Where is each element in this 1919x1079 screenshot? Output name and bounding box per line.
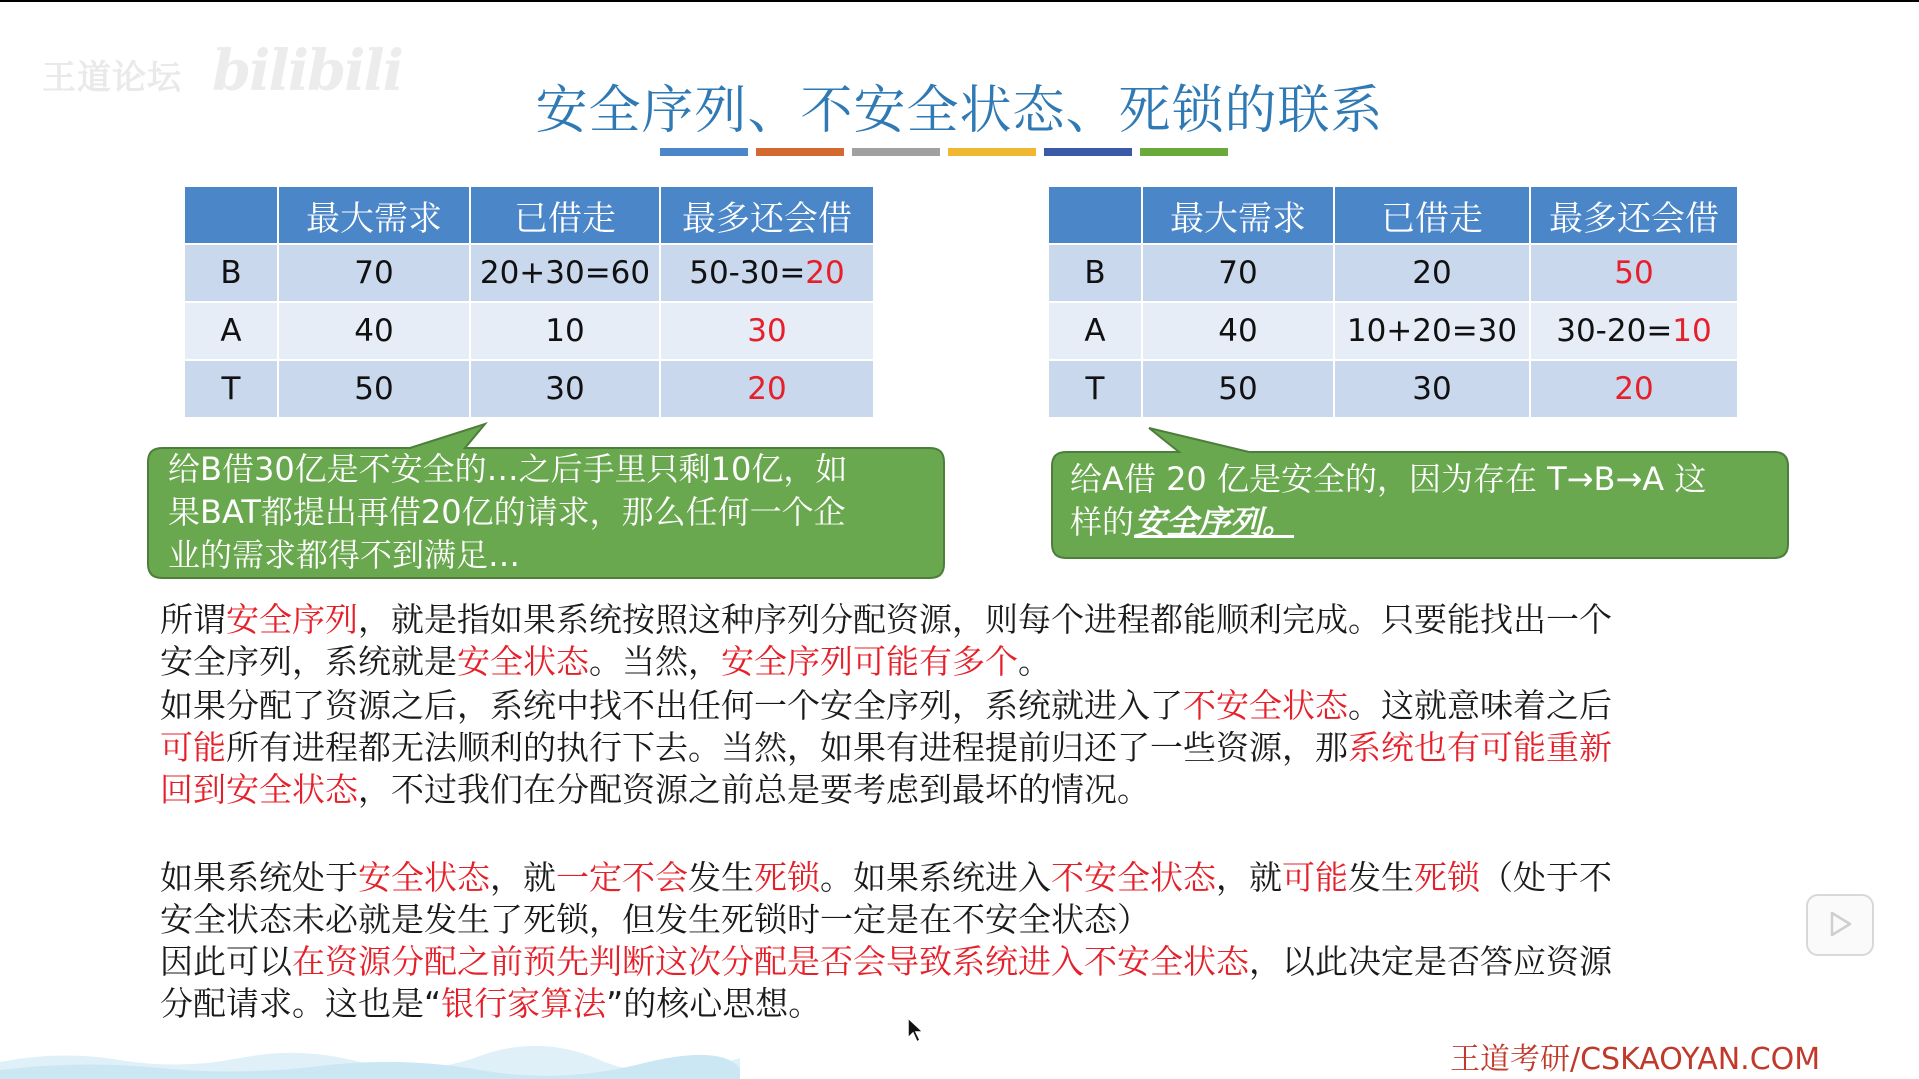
right-loan-table [1047, 185, 1739, 419]
text-span: 发生 [1348, 858, 1414, 897]
text-span: 。当然， [589, 642, 721, 681]
borrowed: 30 [470, 360, 660, 418]
remaining-prefix: 30-20= [1556, 313, 1673, 349]
highlight-span: 银行家算法 [441, 984, 607, 1023]
borrowed: 10 [470, 302, 660, 360]
table-header-cell: 最多还会借 [660, 186, 874, 244]
borrowed: 20 [1334, 244, 1530, 302]
text-span: 。如果系统进入 [820, 858, 1051, 897]
callout-line: 给A借 20 亿是安全的，因为存在 T→B→A 这 [1070, 460, 1707, 498]
highlight-span: 系统也有可能重新 [1348, 728, 1612, 767]
text-span: 所有进程都无法顺利的执行下去。当然，如果有进程提前归还了一些资源，那 [226, 728, 1348, 767]
remaining-need [1530, 244, 1738, 302]
text-span: ，以此决定是否答应资源 [1249, 942, 1612, 981]
max-demand: 50 [1142, 360, 1334, 418]
remaining-value: 20 [747, 371, 787, 407]
callout-text [1070, 458, 1706, 544]
text-line [160, 983, 1760, 1025]
watermark-text: 王道论坛 [42, 58, 182, 98]
highlight-span: 不安全状态 [1183, 686, 1348, 725]
footer-brand: 王道考研/CSKAOYAN.COM [1450, 1042, 1821, 1077]
process-name: B [184, 244, 278, 302]
max-demand: 50 [278, 360, 470, 418]
process-name: T [184, 360, 278, 418]
borrowed: 20+30=60 [470, 244, 660, 302]
text-span: 因此可以 [160, 942, 292, 981]
process-name: A [184, 302, 278, 360]
table-header-cell: 已借走 [1334, 186, 1530, 244]
text-span: 。 [1018, 642, 1051, 681]
table-header-cell: 最多还会借 [1530, 186, 1738, 244]
highlight-span: 可能 [160, 728, 226, 767]
process-name: T [1048, 360, 1142, 418]
max-demand: 40 [278, 302, 470, 360]
callout-line: 给B借30亿是不安全的…之后手里只剩10亿，如 [168, 450, 848, 488]
table-row [1048, 244, 1738, 302]
highlight-span: 死锁 [1414, 858, 1480, 897]
borrowed: 10+20=30 [1334, 302, 1530, 360]
callout-line-prefix: 样的 [1070, 503, 1135, 541]
text-span: 安全序列，系统就是 [160, 642, 457, 681]
remaining-value: 50 [1614, 255, 1654, 291]
decor-bar [1044, 148, 1132, 156]
callout-line: 业的需求都得不到满足… [168, 536, 521, 574]
play-button[interactable] [1806, 894, 1874, 956]
text-span: ，就 [490, 858, 556, 897]
text-span: 分配请求。这也是“ [160, 984, 442, 1023]
callout-text [168, 448, 847, 577]
decor-bar [756, 148, 844, 156]
text-span: 如果分配了资源之后，系统中找不出任何一个安全序列，系统就进入了 [160, 686, 1183, 725]
paragraph-safe-sequence [160, 599, 1760, 811]
text-span: ，不过我们在分配资源之前总是要考虑到最坏的情况。 [358, 770, 1150, 809]
remaining-value: 20 [1614, 371, 1654, 407]
process-name: A [1048, 302, 1142, 360]
bilibili-logo-icon: bilibili [212, 38, 402, 104]
text-line [160, 685, 1760, 727]
remaining-need [660, 302, 874, 360]
highlight-span: 死锁 [754, 858, 820, 897]
highlight-span: 可能 [1282, 858, 1348, 897]
text-span: 。这就意味着之后 [1348, 686, 1612, 725]
borrowed: 30 [1334, 360, 1530, 418]
remaining-need [1530, 360, 1738, 418]
text-span: ，就 [1216, 858, 1282, 897]
table-header-row [1048, 186, 1738, 244]
decor-bar [948, 148, 1036, 156]
paragraph-deadlock-relation [160, 857, 1760, 1025]
title-decor-bars [660, 148, 1240, 156]
callout-line [1070, 501, 1706, 544]
text-line [160, 599, 1760, 641]
highlight-span: 安全序列可能有多个 [721, 642, 1018, 681]
remaining-need [1530, 302, 1738, 360]
highlight-span: 安全序列 [226, 600, 358, 639]
mouse-cursor-icon [906, 1016, 926, 1044]
table-header-row [184, 186, 874, 244]
table-header-cell [1048, 186, 1142, 244]
decor-bar [1140, 148, 1228, 156]
highlight-span: 一定不会 [556, 858, 688, 897]
callout-emphasis: 安全序列。 [1134, 503, 1295, 541]
wave-decoration-icon [0, 1042, 740, 1079]
remaining-value: 30 [747, 313, 787, 349]
slide [0, 2, 1919, 1079]
table-row [184, 360, 874, 418]
table-header-cell: 最大需求 [1142, 186, 1334, 244]
table-row [184, 302, 874, 360]
text-line [160, 641, 1760, 683]
text-line: 安全状态未必就是发生了死锁，但发生死锁时一定是在不安全状态） [160, 900, 1150, 939]
highlight-span: 回到安全状态 [160, 770, 358, 809]
table-header-cell: 已借走 [470, 186, 660, 244]
highlight-span: 在资源分配之前预先判断这次分配是否会导致系统进入不安全状态 [292, 942, 1249, 981]
process-name: B [1048, 244, 1142, 302]
highlight-span: 不安全状态 [1051, 858, 1216, 897]
slide-title: 安全序列、不安全状态、死锁的联系 [535, 81, 1384, 141]
decor-bar [852, 148, 940, 156]
remaining-prefix: 50-30= [689, 255, 806, 291]
text-span: 如果系统处于 [160, 858, 358, 897]
highlight-span: 安全状态 [457, 642, 589, 681]
table-row [1048, 360, 1738, 418]
text-line [160, 941, 1760, 983]
text-span: ”的核心思想。 [606, 984, 822, 1023]
remaining-need [660, 360, 874, 418]
play-icon [1826, 910, 1854, 938]
table-row [184, 244, 874, 302]
text-span: 发生 [688, 858, 754, 897]
highlight-span: 安全状态 [358, 858, 490, 897]
max-demand: 70 [278, 244, 470, 302]
text-line [160, 727, 1760, 769]
table-header-cell [184, 186, 278, 244]
remaining-value: 20 [805, 255, 845, 291]
max-demand: 70 [1142, 244, 1334, 302]
text-span: （处于不 [1480, 858, 1612, 897]
text-line [160, 769, 1760, 811]
callout-line: 果BAT都提出再借20亿的请求，那么任何一个企 [168, 493, 846, 531]
text-line [160, 857, 1760, 899]
max-demand: 40 [1142, 302, 1334, 360]
table-row [1048, 302, 1738, 360]
decor-bar [660, 148, 748, 156]
left-callout [140, 422, 950, 582]
text-span: ，就是指如果系统按照这种序列分配资源，则每个进程都能顺利完成。只要能找出一个 [358, 600, 1612, 639]
left-loan-table [183, 185, 875, 419]
remaining-value: 10 [1672, 313, 1712, 349]
remaining-need [660, 244, 874, 302]
text-span: 所谓 [160, 600, 226, 639]
table-header-cell: 最大需求 [278, 186, 470, 244]
right-callout [1044, 426, 1794, 562]
